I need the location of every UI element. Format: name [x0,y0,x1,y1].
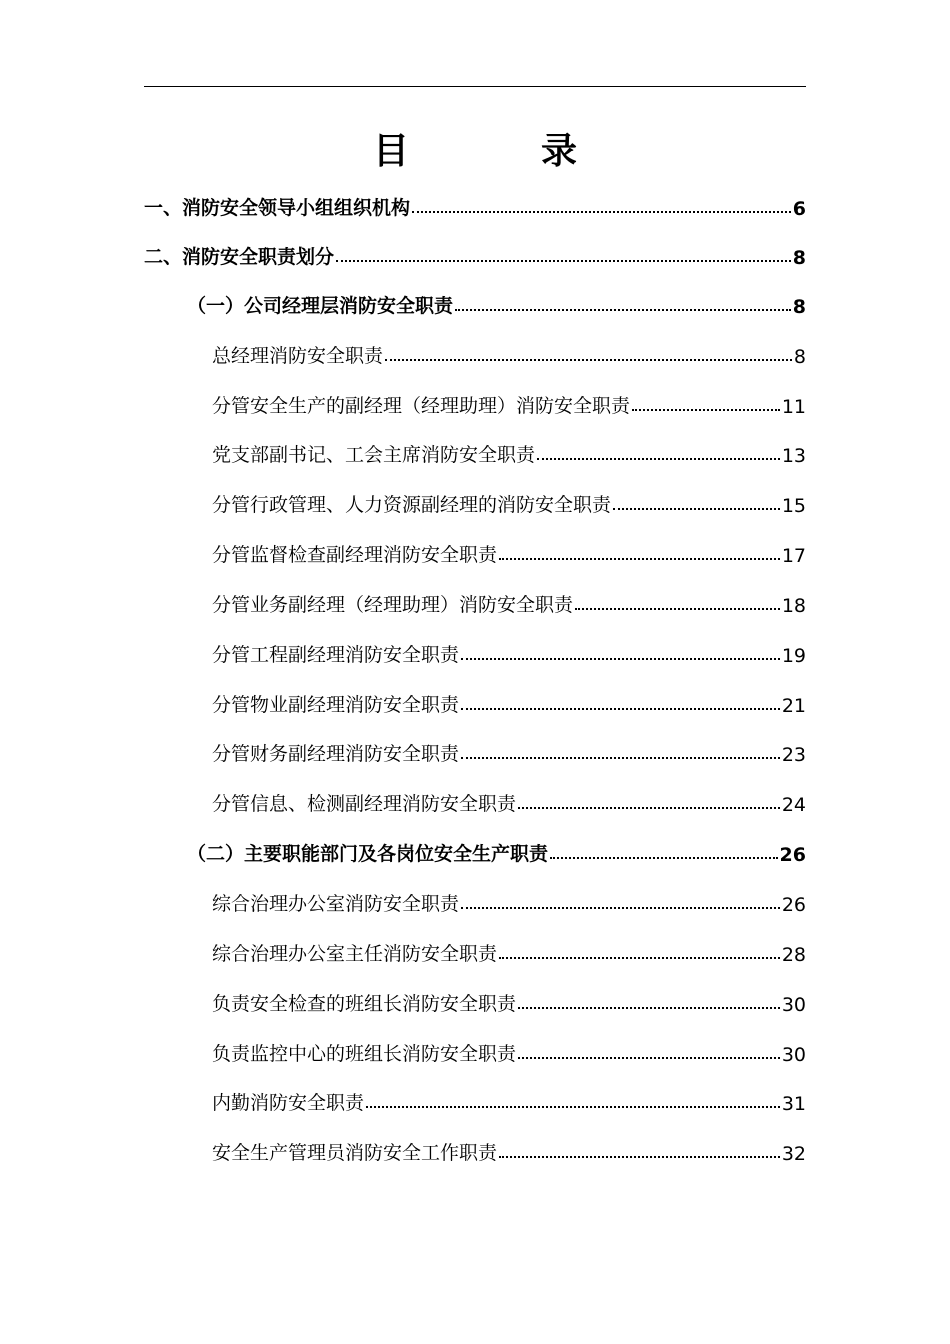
toc-page-number: 13 [781,445,806,467]
toc-entry[interactable] [212,338,806,368]
toc-page-number: 31 [781,1093,806,1115]
toc-page-number: 17 [781,545,806,567]
toc-entry[interactable] [212,936,806,966]
toc-dot-leader [499,957,780,959]
toc-entry-text: 分管信息、检测副经理消防安全职责 [212,793,517,815]
toc-page-number: 23 [781,744,806,766]
toc-dot-leader [613,508,780,510]
toc-entry-text: 内勤消防安全职责 [212,1092,365,1114]
toc-dot-leader [412,211,791,213]
toc-entry[interactable] [212,886,806,916]
toc-dot-leader [550,857,778,859]
toc-entry[interactable] [144,190,806,220]
toc-entry[interactable] [212,986,806,1016]
toc-entry[interactable] [212,1135,806,1165]
toc-entry[interactable] [212,786,806,816]
toc-entry-text: 分管监督检查副经理消防安全职责 [212,544,498,566]
toc-dot-leader [336,260,791,262]
toc-page-number: 32 [781,1143,806,1165]
toc-entry-text: 分管业务副经理（经理助理）消防安全职责 [212,594,574,616]
toc-entry[interactable] [212,388,806,418]
toc-entry-text: （一）公司经理层消防安全职责 [187,295,454,317]
toc-entry-text: 安全生产管理员消防安全工作职责 [212,1142,498,1164]
toc-entry-text: 分管安全生产的副经理（经理助理）消防安全职责 [212,395,631,417]
toc-entry-text: 综合治理办公室消防安全职责 [212,893,460,915]
toc-page-number: 26 [781,894,806,916]
toc-entry[interactable] [212,1036,806,1066]
toc-dot-leader [518,1057,780,1059]
toc-entry[interactable] [212,537,806,567]
toc-title: 目 录 [372,131,625,172]
toc-entry-text: 二、消防安全职责划分 [144,246,335,268]
toc-entry[interactable] [212,587,806,617]
toc-dot-leader [461,907,780,909]
toc-page-number: 8 [792,296,806,318]
toc-dot-leader [499,558,780,560]
toc-entry-text: 负责监控中心的班组长消防安全职责 [212,1043,517,1065]
toc-entry[interactable] [212,437,806,467]
toc-dot-leader [461,757,780,759]
toc-page-number: 30 [781,994,806,1016]
toc-page-number: 11 [781,396,806,418]
toc-dot-leader [455,309,791,311]
toc-entry-text: 总经理消防安全职责 [212,345,384,367]
toc-dot-leader [518,807,780,809]
toc-dot-leader [461,708,780,710]
toc-entry[interactable] [144,239,806,269]
toc-entry[interactable] [212,1085,806,1115]
toc-entry-text: 分管工程副经理消防安全职责 [212,644,460,666]
toc-entry-text: 党支部副书记、工会主席消防安全职责 [212,444,536,466]
toc-entry-text: 一、消防安全领导小组组织机构 [144,197,411,219]
toc-entry-text: （二）主要职能部门及各岗位安全生产职责 [187,843,549,865]
toc-dot-leader [385,359,792,361]
toc-page-number: 30 [781,1044,806,1066]
toc-dot-leader [575,608,780,610]
toc-page-number: 19 [781,645,806,667]
toc-entry-text: 负责安全检查的班组长消防安全职责 [212,993,517,1015]
toc-page-number: 8 [793,346,806,368]
toc-page-number: 21 [781,695,806,717]
toc-page-number: 28 [781,944,806,966]
toc-entry[interactable] [212,687,806,717]
toc-page-number: 6 [792,198,806,220]
toc-dot-leader [537,458,780,460]
toc-page-number: 18 [781,595,806,617]
toc-page-number: 15 [781,495,806,517]
toc-dot-leader [461,658,780,660]
toc-entry[interactable] [187,288,806,318]
toc-page-number: 8 [792,247,806,269]
toc-entry[interactable] [212,487,806,517]
toc-entry-text: 综合治理办公室主任消防安全职责 [212,943,498,965]
toc-entry[interactable] [212,637,806,667]
toc-entry-text: 分管财务副经理消防安全职责 [212,743,460,765]
toc-page-number: 24 [781,794,806,816]
toc-dot-leader [518,1007,780,1009]
toc-dot-leader [632,409,780,411]
toc-entry-text: 分管物业副经理消防安全职责 [212,694,460,716]
toc-page-number: 26 [779,844,806,866]
header-rule [144,86,806,87]
toc-entry-text: 分管行政管理、人力资源副经理的消防安全职责 [212,494,612,516]
toc-entry[interactable] [212,736,806,766]
toc-dot-leader [499,1156,780,1158]
toc-entry[interactable] [187,836,806,866]
toc-dot-leader [366,1106,780,1108]
